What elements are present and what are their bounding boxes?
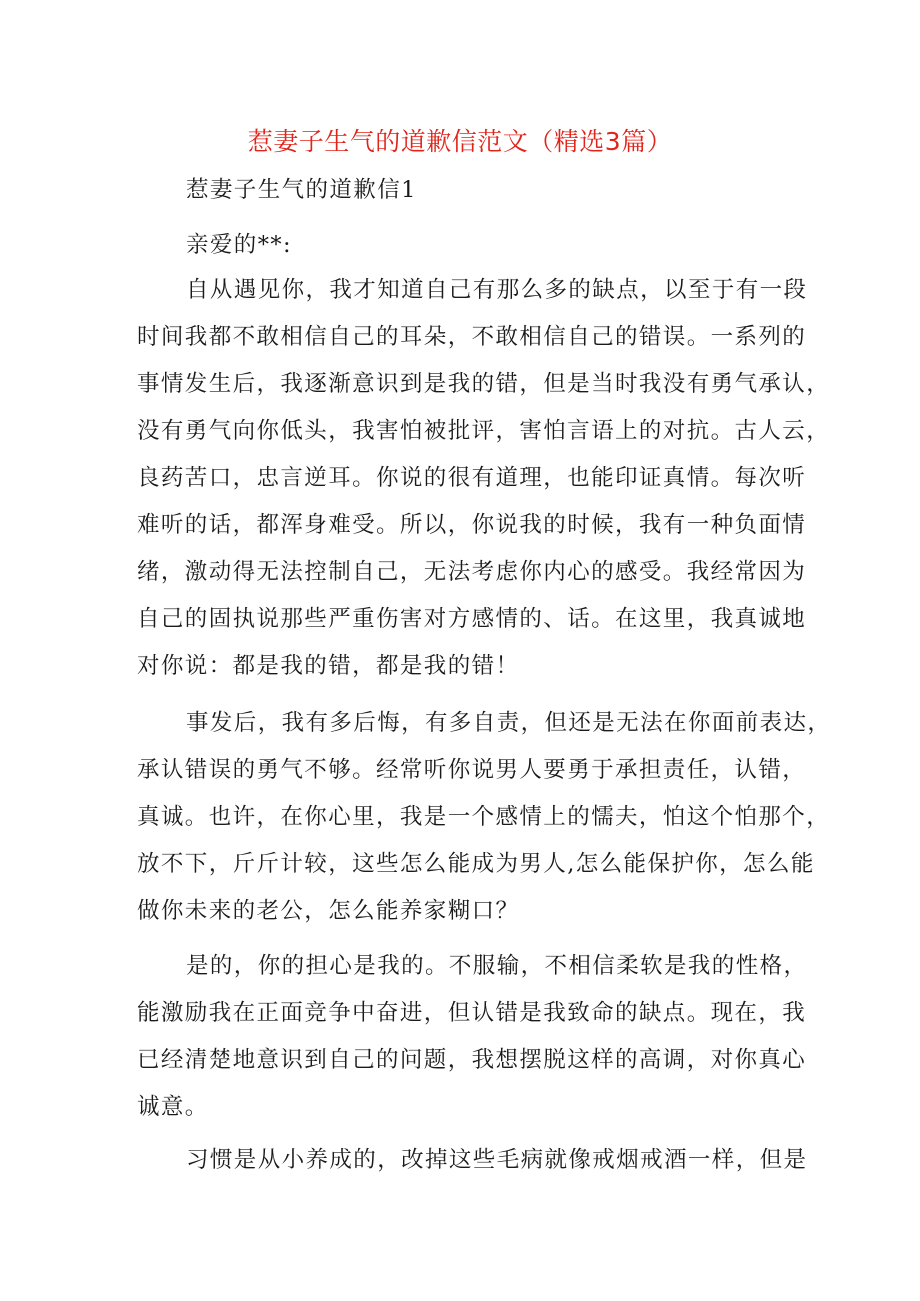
paragraph-3-line-4: 诚意。 (137, 1094, 209, 1120)
paragraph-1-line-8: 自己的固执说那些严重伤害对方感情的、话。在这里，我真诚地 (137, 606, 807, 632)
paragraph-4-line-1: 习惯是从小养成的，改掉这些毛病就像戒烟戒酒一样，但是 (186, 1147, 808, 1173)
paragraph-2-line-4: 放不下，斤斤计较，这些怎么能成为男人,怎么能保护你，怎么能 (137, 851, 815, 877)
paragraph-1-line-2: 时间我都不敢相信自己的耳朵，不敢相信自己的错误。一系列的 (137, 324, 807, 350)
paragraph-1-line-4: 没有勇气向你低头，我害怕被批评，害怕言语上的对抗。古人云， (137, 418, 831, 444)
paragraph-2-line-2: 承认错误的勇气不够。经常听你说男人要勇于承担责任，认错， (137, 757, 807, 783)
document-title: 惹妻子生气的道歉信范文（精选3篇） (247, 127, 673, 156)
paragraph-1-line-6: 难听的话，都浑身难受。所以，你说我的时候，我有一种负面情 (137, 512, 807, 538)
paragraph-3-line-3: 已经清楚地意识到自己的问题，我想摆脱这样的高调，对你真心 (137, 1047, 807, 1073)
paragraph-1-line-1: 自从遇见你，我才知道自己有那么多的缺点，以至于有一段 (186, 277, 808, 303)
paragraph-3-line-2: 能激励我在正面竞争中奋进，但认错是我致命的缺点。现在，我 (137, 1000, 807, 1026)
paragraph-1-line-5: 良药苦口，忠言逆耳。你说的很有道理，也能印证真情。每次听 (137, 465, 807, 491)
paragraph-1-line-9: 对你说：都是我的错，都是我的错！ (137, 653, 520, 679)
paragraph-3-line-1: 是的，你的担心是我的。不服输，不相信柔软是我的性格， (186, 953, 808, 979)
paragraph-2-line-3: 真诚。也许，在你心里，我是一个感情上的懦夫，怕这个怕那个， (137, 804, 831, 830)
paragraph-2-line-5: 做你未来的老公，怎么能养家糊口？ (137, 898, 520, 924)
paragraph-1-line-7: 绪，激动得无法控制自己，无法考虑你内心的感受。我经常因为 (137, 559, 807, 585)
paragraph-2-line-1: 事发后，我有多后悔，有多自责，但还是无法在你面前表达， (186, 710, 832, 736)
section-heading: 惹妻子生气的道歉信1 (186, 177, 417, 203)
paragraph-1-line-3: 事情发生后，我逐渐意识到是我的错，但是当时我没有勇气承认， (137, 371, 831, 397)
salutation: 亲爱的**: (186, 232, 292, 258)
